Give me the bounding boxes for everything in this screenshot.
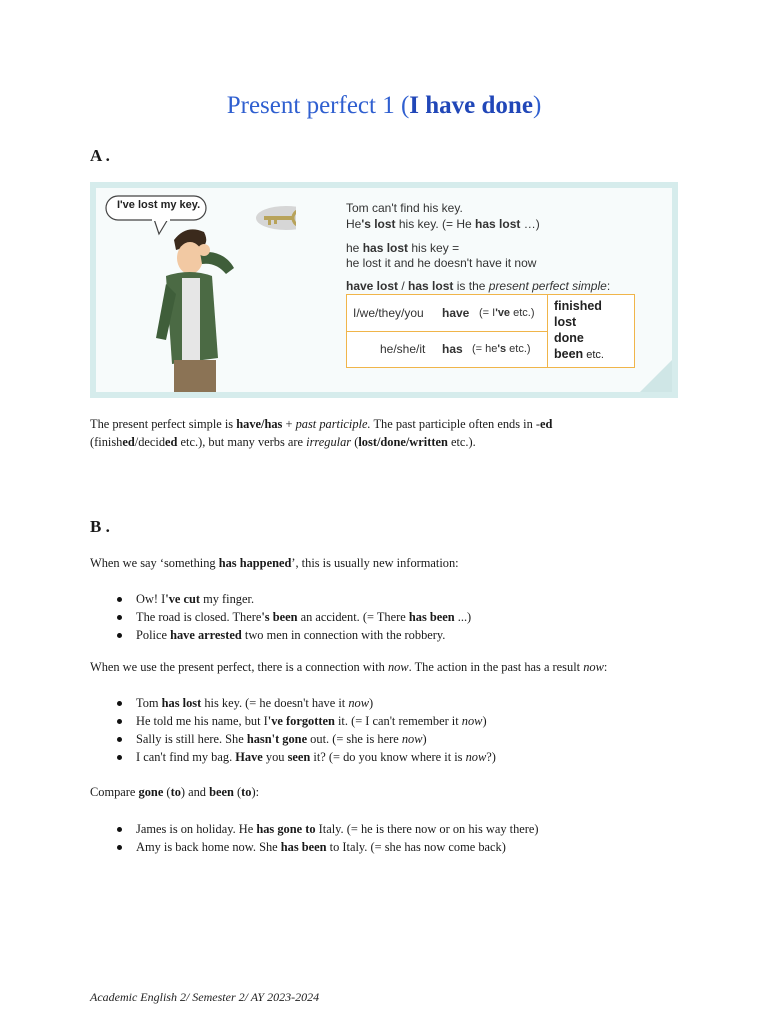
list-item: Sally is still here. She hasn't gone out. (= she is here now) [136,730,736,748]
page-footer: Academic English 2/ Semester 2/ AY 2023-2024 [90,990,320,1004]
participle-list [554,298,604,363]
list-item: Amy is back home now. She has been to Italy. (= she has now come back) [136,838,736,856]
figure-line-4: he lost it and he doesn't have it now [346,256,537,270]
present-perfect-table [346,294,635,368]
figure-line-3: he has lost his key = [346,241,460,255]
man-with-lost-key-illustration [96,188,296,392]
list-item: Police have arrested two men in connection with the robbery. [136,626,736,644]
speech-bubble-text: I've lost my key. [117,199,201,211]
row2-aux: has [442,342,463,356]
section-b-label: B . [90,517,110,536]
shirt [182,278,200,362]
example-list-1 [90,590,736,644]
list-item: James is on holiday. He has gone to Italy. (= he is there now or on his way there) [136,820,736,838]
page-title: Present perfect 1 (I have done) [226,92,542,119]
figure-line-5: have lost / has lost is the present perfect simple: [346,279,611,293]
section-a-label: A . [90,146,110,165]
row2-subject: he/she/it [380,342,426,356]
figure-line-1: Tom can't find his key. [346,201,463,215]
row1-aux: have [442,306,470,320]
table-row [347,331,547,367]
illustration-figure [90,182,678,398]
list-item: Tom has lost his key. (= he doesn't have it now) [136,694,736,712]
list-item: Ow! I've cut my finger. [136,590,736,608]
hand-on-head [198,244,210,256]
row1-subject: I/we/they/you [353,306,424,320]
example-list-3 [90,820,736,856]
speech-bubble-tail [154,219,168,234]
row1-contraction: (= I've etc.) [479,307,535,319]
intro-paragraph-3: Compare gone (to) and been (to): [90,785,260,799]
explanation-paragraph: The present perfect simple is have/has + past participle. The past participle often ends in -ed (finished/decided etc.), but many verbs are irregular (lost/done/written etc.). [90,417,553,449]
intro-paragraph-1: When we say ‘something has happened’, this is usually new information: [90,556,459,570]
trousers [174,360,216,392]
participle-item: finished [554,299,602,313]
corner-fold [640,360,672,392]
row2-contraction: (= he's etc.) [472,343,531,355]
intro-paragraph-2: When we use the present perfect, there is a connection with now. The action in the past has a result now: [90,660,608,674]
participle-item: been etc. [554,347,604,361]
list-item: The road is closed. There's been an accident. (= There has been ...) [136,608,736,626]
example-list-2 [90,694,736,766]
illustration-panel [96,188,672,392]
list-item: He told me his name, but I've forgotten it. (= I can't remember it now) [136,712,736,730]
figure-line-2: He's lost his key. (= He has lost …) [346,217,540,231]
participle-item: lost [554,315,577,329]
list-item: I can't find my bag. Have you seen it? (= do you know where it is now?) [136,748,736,766]
participle-item: done [554,331,584,345]
table-row [347,295,547,331]
